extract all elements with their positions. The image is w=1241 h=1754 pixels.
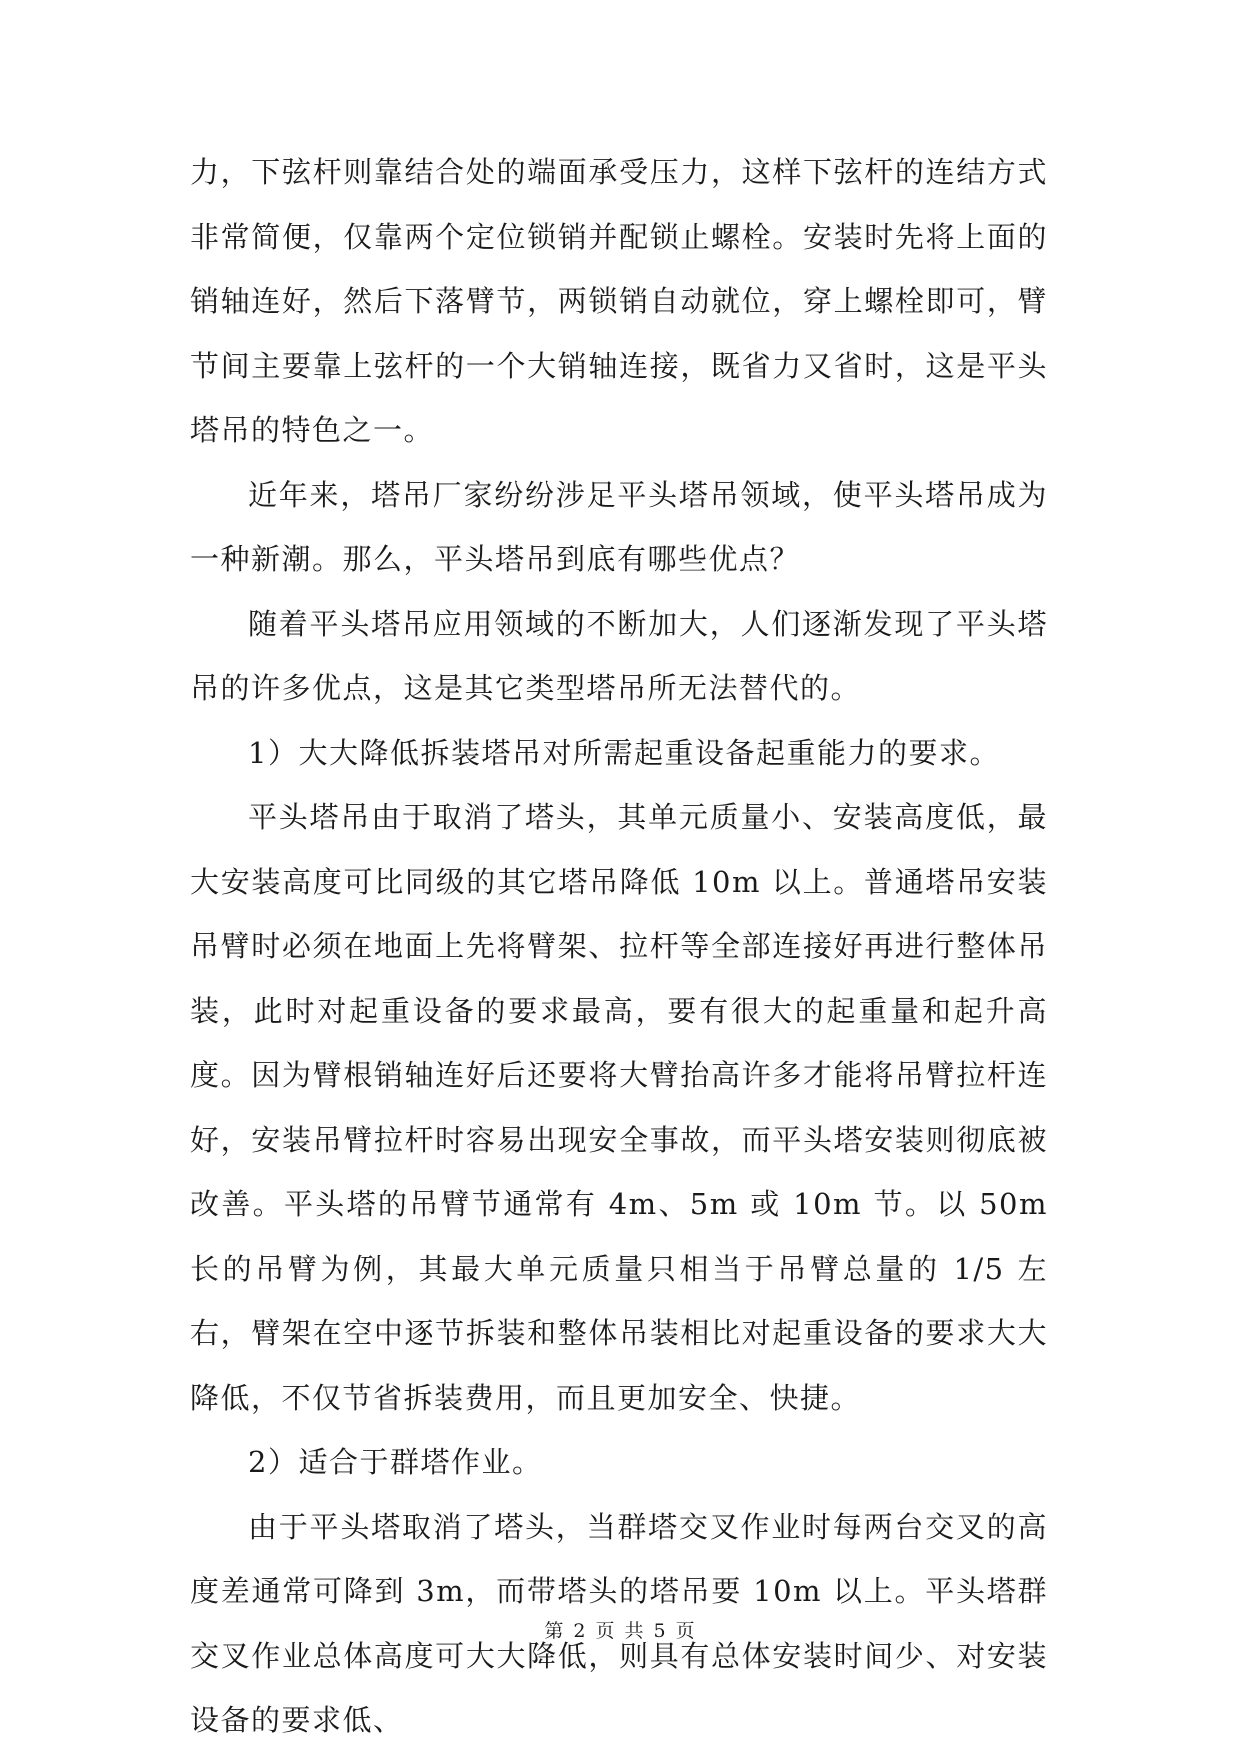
- paragraph-point-2-heading: 2）适合于群塔作业。: [248, 1445, 543, 1479]
- paragraph-point-1-body: 平头塔吊由于取消了塔头，其单元质量小、安装高度低，最大安装高度可比同级的其它塔吊降低 10m 以上。普通塔吊安装吊臂时必须在地面上先将臂架、拉杆等全部连接好再进行整体吊装，此时对起重设备的要求最高，要有很大的起重量和起升高度。因为臂根销轴连好后还要将大臂抬高许多才能将吊臂拉杆连好，安装吊臂拉杆时容易出现安全事故，而平头塔安装则彻底被改善。平头塔的吊臂节通常有 4m、5m 或 10m 节。以 50m 长的吊臂为例，其最大单元质量只相当于吊臂总量的 1/5 左右，臂架在空中逐节拆装和整体吊装相比对起重设备的要求大大降低，不仅节省拆装费用，而且更加安全、快捷。: [190, 800, 1048, 1415]
- body-text: [190, 140, 1048, 1753]
- paragraph-intro-question: 近年来，塔吊厂家纷纷涉足平头塔吊领域，使平头塔吊成为一种新潮。那么，平头塔吊到底有哪些优点？: [190, 477, 1048, 576]
- paragraph-point-1-heading: 1）大大降低拆装塔吊对所需起重设备起重能力的要求。: [248, 735, 1000, 770]
- page-number-footer: 第 2 页 共 5 页: [544, 1620, 697, 1642]
- paragraph-point-2-body: 由于平头塔取消了塔头，当群塔交叉作业时每两台交叉的高度差通常可降到 3m，而带塔头的塔吊要 10m 以上。平头塔群交叉作业总体高度可大大降低，则具有总体安装时间少、对安装设备的要求低、: [190, 1509, 1048, 1737]
- paragraph-continuation: 力，下弦杆则靠结合处的端面承受压力，这样下弦杆的连结方式非常简便，仅靠两个定位锁销并配锁止螺栓。安装时先将上面的销轴连好，然后下落臂节，两锁销自动就位，穿上螺栓即可，臂节间主要靠上弦杆的一个大销轴连接，既省力又省时，这是平头塔吊的特色之一。: [190, 155, 1048, 447]
- paragraph-advantages-intro: 随着平头塔吊应用领域的不断加大，人们逐渐发现了平头塔吊的许多优点，这是其它类型塔吊所无法替代的。: [190, 606, 1048, 705]
